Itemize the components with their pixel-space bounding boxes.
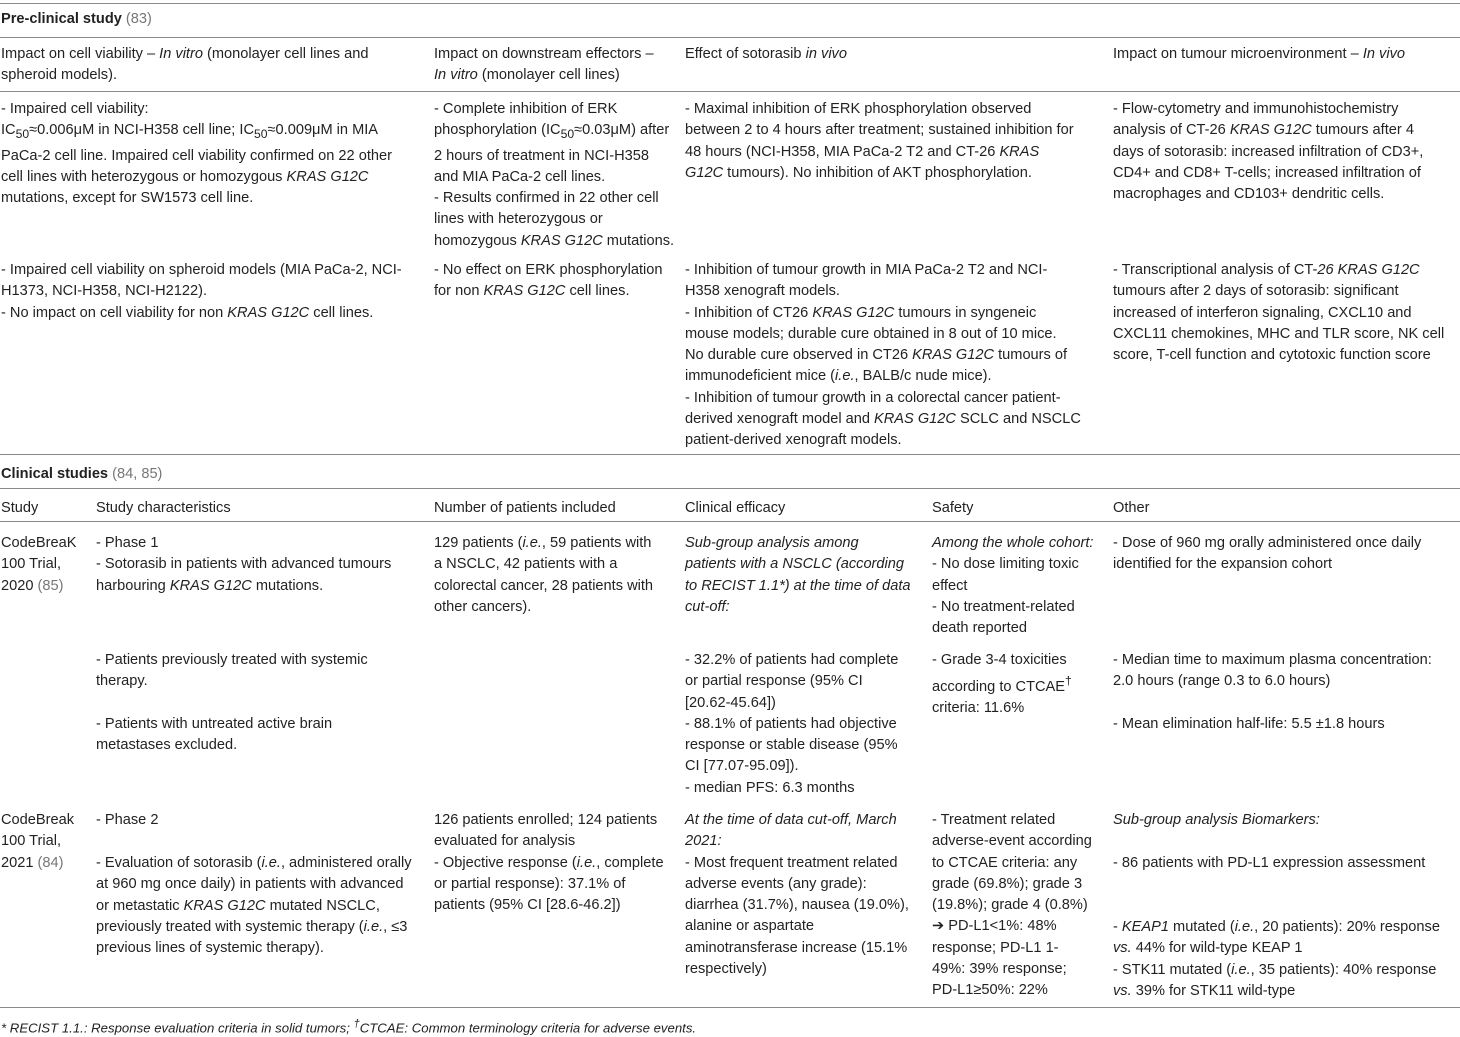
text-line: - Phase 1 [96, 535, 159, 551]
trial2-other-c [1113, 917, 1440, 1002]
text-line: a NSCLC, 42 patients with a [434, 556, 618, 573]
text-line: between 2 to 4 hours after treatment; sustained inhibition for [685, 122, 1074, 139]
trial1-safety-b [932, 650, 1072, 720]
text-line: patients with a NSCLC (according [685, 556, 905, 573]
text-line: - Grade 3-4 toxicities [932, 652, 1067, 668]
text-line: 2020 (85) [1, 577, 64, 594]
text-line: 126 patients enrolled; 124 patients [434, 812, 658, 828]
text-line: Impact on downstream effectors – [434, 46, 654, 62]
rule-top [0, 3, 1460, 4]
text-line: colorectal cancer, 28 patients with [434, 577, 654, 594]
text-line: - Most frequent treatment related [685, 854, 898, 871]
preclinical-heading: Pre-clinical study (83) [1, 11, 152, 27]
text-line: grade (69.8%); grade 3 [932, 875, 1083, 892]
footnote: * RECIST 1.1.: Response evaluation criteria in solid tumors; †CTCAE: Common terminology criteria for adverse events. [1, 1018, 697, 1036]
text-line: - Median time to maximum plasma concentration: [1113, 652, 1432, 668]
text-line: score, T-cell function and cytotoxic function score [1113, 347, 1431, 364]
text-line: No durable cure observed in CT26 KRAS G12C tumours of [685, 347, 1068, 364]
text-line: - No effect on ERK phosphorylation [434, 262, 663, 278]
text-line: 100 Trial, [1, 833, 62, 850]
text-line: analysis of CT-26 KRAS G12C tumours after 4 [1113, 122, 1414, 139]
preclinical-r2-c3 [685, 260, 1081, 452]
text-line: or partial response): 37.1% of [434, 875, 626, 892]
trial2-chars-a [96, 810, 158, 831]
trial1-safety-a [932, 533, 1093, 639]
text-line: 2.0 hours (range 0.3 to 6.0 hours) [1113, 673, 1331, 690]
text-line: previous lines of systemic therapy). [96, 940, 324, 957]
text-line: - Impaired cell viability on spheroid models (MIA PaCa-2, NCI- [1, 262, 402, 278]
preclinical-col-cell-viability [1, 44, 368, 87]
text-line: G12C tumours). No inhibition of AKT phosphorylation. [685, 164, 1032, 181]
text-line: - Sotorasib in patients with advanced tumours [96, 556, 392, 573]
clinical-col-safety: Safety [932, 500, 974, 516]
text-line: - Patients with untreated active brain [96, 716, 333, 732]
text-line: - Mean elimination half-life: 5.5 ±1.8 hours [1113, 716, 1385, 732]
text-line: H358 xenograft models. [685, 283, 840, 300]
text-line: effect [932, 577, 968, 594]
text-line: 49%: 39% response; [932, 961, 1067, 978]
text-line: - KEAP1 mutated (i.e., 20 patients): 20% response [1113, 919, 1440, 935]
text-line: Sub-group analysis among [685, 535, 859, 551]
rule-bottom [0, 1007, 1460, 1008]
text-line: to CTCAE criteria: any [932, 854, 1078, 871]
text-line: tumours after 2 days of sotorasib: significant [1113, 283, 1399, 300]
text-line: increased of interferon signaling, CXCL10 and [1113, 304, 1412, 321]
rule-clinical-columns [0, 521, 1460, 522]
clinical-col-other: Other [1113, 500, 1150, 516]
text-line: - No impact on cell viability for non KRAS G12C cell lines. [1, 304, 374, 321]
text-line: harbouring KRAS G12C mutations. [96, 577, 324, 594]
text-line: identified for the expansion cohort [1113, 556, 1333, 573]
preclinical-col-in-vivo [685, 44, 847, 65]
text-line: criteria: 11.6% [932, 700, 1025, 717]
trial2-safety [932, 810, 1092, 1002]
text-line: to RECIST 1.1*) at the time of data [685, 577, 911, 594]
clinical-col-study: Study [1, 500, 39, 516]
text-line: diarrhea (31.7%), nausea (19.0%), [685, 897, 909, 914]
text-line: [20.62-45.64]) [685, 694, 776, 711]
text-line: for non KRAS G12C cell lines. [434, 283, 630, 300]
text-line: lines with heterozygous or [434, 211, 603, 228]
trial1-patients [434, 533, 653, 618]
text-line: - No dose limiting toxic [932, 556, 1079, 573]
text-line: other cancers). [434, 598, 532, 615]
text-line: Sub-group analysis Biomarkers: [1113, 812, 1320, 828]
text-line: 2021: [685, 833, 722, 850]
text-line: response; PD-L1 1- [932, 939, 1059, 956]
text-line: mutations, except for SW1573 cell line. [1, 190, 254, 207]
preclinical-r1-c2 [434, 99, 674, 252]
text-line: - Flow-cytometry and immunohistochemistry [1113, 101, 1399, 117]
text-line: $IC_{50}\approx 0.006\mu M$ in NCI-H358 cell line; $IC_{50}\approx 0.009\mu M$ in MIA [1, 122, 379, 142]
text-line: metastases excluded. [96, 737, 238, 754]
text-line: - Patients previously treated with systemic [96, 652, 368, 668]
text-line: adverse-event according [932, 833, 1092, 850]
text-line: at 960 mg once daily) in patients with advanced [96, 876, 404, 893]
text-line: Effect of sotorasib in vivo [685, 46, 847, 62]
trial2-other-a [1113, 810, 1320, 831]
text-line: respectively) [685, 961, 767, 978]
rule-preclinical-heading [0, 37, 1460, 38]
text-line: CodeBreaK [1, 535, 77, 551]
text-line: - Evaluation of sotorasib (i.e., administered orally [96, 855, 412, 871]
trial1-chars-c [96, 714, 332, 757]
clinical-col-characteristics: Study characteristics [96, 500, 231, 516]
text-line: CI [77.07-95.09]). [685, 758, 799, 775]
text-line: Among the whole cohort: [932, 535, 1094, 551]
text-line: immunodeficient mice (i.e., BALB/c nude mice). [685, 368, 992, 385]
text-line: and MIA PaCa-2 cell lines. [434, 168, 606, 185]
text-line: death reported [932, 620, 1027, 637]
text-line: - 88.1% of patients had objective [685, 715, 897, 732]
rule-clinical-start [0, 454, 1460, 455]
trial2-chars-b [96, 853, 412, 959]
text-line: patients (95% CI [28.6-46.2]) [434, 897, 621, 914]
trial1-other-b [1113, 650, 1432, 693]
text-line: aminotransferase increase (15.1% [685, 939, 908, 956]
text-line: vs. 44% for wild-type KEAP 1 [1113, 940, 1303, 957]
trial2-study [1, 810, 74, 874]
text-line: cell lines with heterozygous or homozygous KRAS G12C [1, 168, 369, 185]
rule-clinical-heading [0, 488, 1460, 489]
text-line: - Phase 2 [96, 812, 159, 828]
preclinical-r2-c2 [434, 260, 663, 303]
text-line: 2 hours of treatment in NCI-H358 [434, 147, 649, 164]
text-line: - 32.2% of patients had complete [685, 652, 899, 668]
text-line: - Treatment related [932, 812, 1056, 828]
text-line: CXCL11 chemokines, MHC and TLR score, NK cell [1113, 325, 1445, 342]
text-line: - Inhibition of CT26 KRAS G12C tumours in syngeneic [685, 304, 1037, 321]
text-line: - Inhibition of tumour growth in a colorectal cancer patient- [685, 389, 1061, 406]
text-line: 129 patients (i.e., 59 patients with [434, 535, 652, 551]
text-line: - No treatment-related [932, 598, 1075, 615]
text-line: - 86 patients with PD-L1 expression assessment [1113, 855, 1426, 871]
preclinical-r1-c1 [1, 99, 392, 209]
trial1-chars-b [96, 650, 368, 693]
rule-preclinical-columns [0, 91, 1460, 92]
text-line: vs. 39% for STK11 wild-type [1113, 982, 1296, 999]
preclinical-r2-c4 [1113, 260, 1444, 366]
text-line: - Complete inhibition of ERK [434, 101, 618, 117]
text-line: - median PFS: 6.3 months [685, 779, 855, 796]
text-line: Impact on tumour microenvironment – In vivo [1113, 46, 1406, 62]
text-line: - Inhibition of tumour growth in MIA PaCa-2 T2 and NCI- [685, 262, 1048, 278]
text-line: derived xenograft model and KRAS G12C SCLC and NSCLC [685, 411, 1081, 428]
preclinical-col-microenvironment [1113, 44, 1405, 65]
preclinical-r1-c3 [685, 99, 1074, 184]
trial1-efficacy-b [685, 650, 898, 799]
text-line: macrophages and CD103+ dendritic cells. [1113, 186, 1385, 203]
text-line: 100 Trial, [1, 556, 62, 573]
text-line: - Impaired cell viability: [1, 101, 149, 117]
text-line: - Dose of 960 mg orally administered once daily [1113, 535, 1422, 551]
text-line: PD-L1≥50%: 22% [932, 982, 1048, 999]
text-line: cut-off: [685, 598, 730, 615]
text-line: CodeBreak [1, 812, 75, 828]
trial2-patients [434, 810, 664, 916]
trial1-other-a [1113, 533, 1421, 576]
text-line: - Results confirmed in 22 other cell [434, 190, 659, 207]
text-line: evaluated for analysis [434, 833, 576, 850]
text-line: therapy. [96, 673, 148, 690]
text-line: patient-derived xenograft models. [685, 432, 902, 449]
text-line: or metastatic KRAS G12C mutated NSCLC, [96, 897, 380, 914]
text-line: or partial response (95% CI [685, 673, 863, 690]
text-line: 2021 (84) [1, 854, 64, 871]
clinical-col-patients: Number of patients included [434, 500, 616, 516]
text-line: phosphorylation $(IC_{50}\approx 0.03\mu M)$ after [434, 122, 670, 142]
trial1-other-c [1113, 714, 1385, 735]
text-line: - Objective response (i.e., complete [434, 854, 664, 871]
text-line: ➔ PD-L1<1%: 48% [932, 918, 1057, 935]
preclinical-r2-c1 [1, 260, 402, 324]
clinical-heading: Clinical studies (84, 85) [1, 466, 163, 482]
text-line: H1373, NCI-H358, NCI-H2122). [1, 283, 208, 300]
text-line: previously treated with systemic therapy (i.e., ≤3 [96, 918, 408, 935]
text-line: CD4+ and CD8+ T-cells; increased infiltration of [1113, 164, 1421, 181]
text-line: alanine or aspartate [685, 918, 814, 935]
trial2-efficacy [685, 810, 909, 980]
text-line: - Maximal inhibition of ERK phosphorylation observed [685, 101, 1032, 117]
clinical-col-efficacy: Clinical efficacy [685, 500, 786, 516]
text-line: adverse events (any grade): [685, 875, 867, 892]
text-line: (19.8%); grade 4 (0.8%) [932, 897, 1088, 914]
text-line: - STK11 mutated (i.e., 35 patients): 40% response [1113, 961, 1437, 978]
text-line: Impact on cell viability – In vitro (monolayer cell lines and [1, 46, 369, 62]
text-line: homozygous KRAS G12C mutations. [434, 232, 675, 249]
trial1-efficacy-a [685, 533, 911, 618]
text-line: days of sotorasib: increased infiltration of CD3+, [1113, 143, 1424, 160]
text-line: mouse models; durable cure obtained in 8 out of 10 mice. [685, 325, 1057, 342]
text-line: 48 hours (NCI-H358, MIA PaCa-2 T2 and CT-26 KRAS [685, 143, 1040, 160]
trial1-chars-a [96, 533, 391, 597]
trial2-other-b [1113, 853, 1425, 874]
text-line: - Transcriptional analysis of CT-26 KRAS G12C [1113, 262, 1420, 278]
preclinical-r1-c4 [1113, 99, 1423, 205]
text-line: response or stable disease (95% [685, 737, 898, 754]
preclinical-col-downstream [434, 44, 654, 87]
text-line: according to CTCAE† [932, 674, 1072, 696]
text-line: spheroid models). [1, 67, 117, 84]
trial1-study [1, 533, 76, 597]
text-line: At the time of data cut-off, March [685, 812, 897, 828]
text-line: PaCa-2 cell line. Impaired cell viability confirmed on 22 other [1, 147, 392, 164]
text-line: In vitro (monolayer cell lines) [434, 67, 620, 84]
